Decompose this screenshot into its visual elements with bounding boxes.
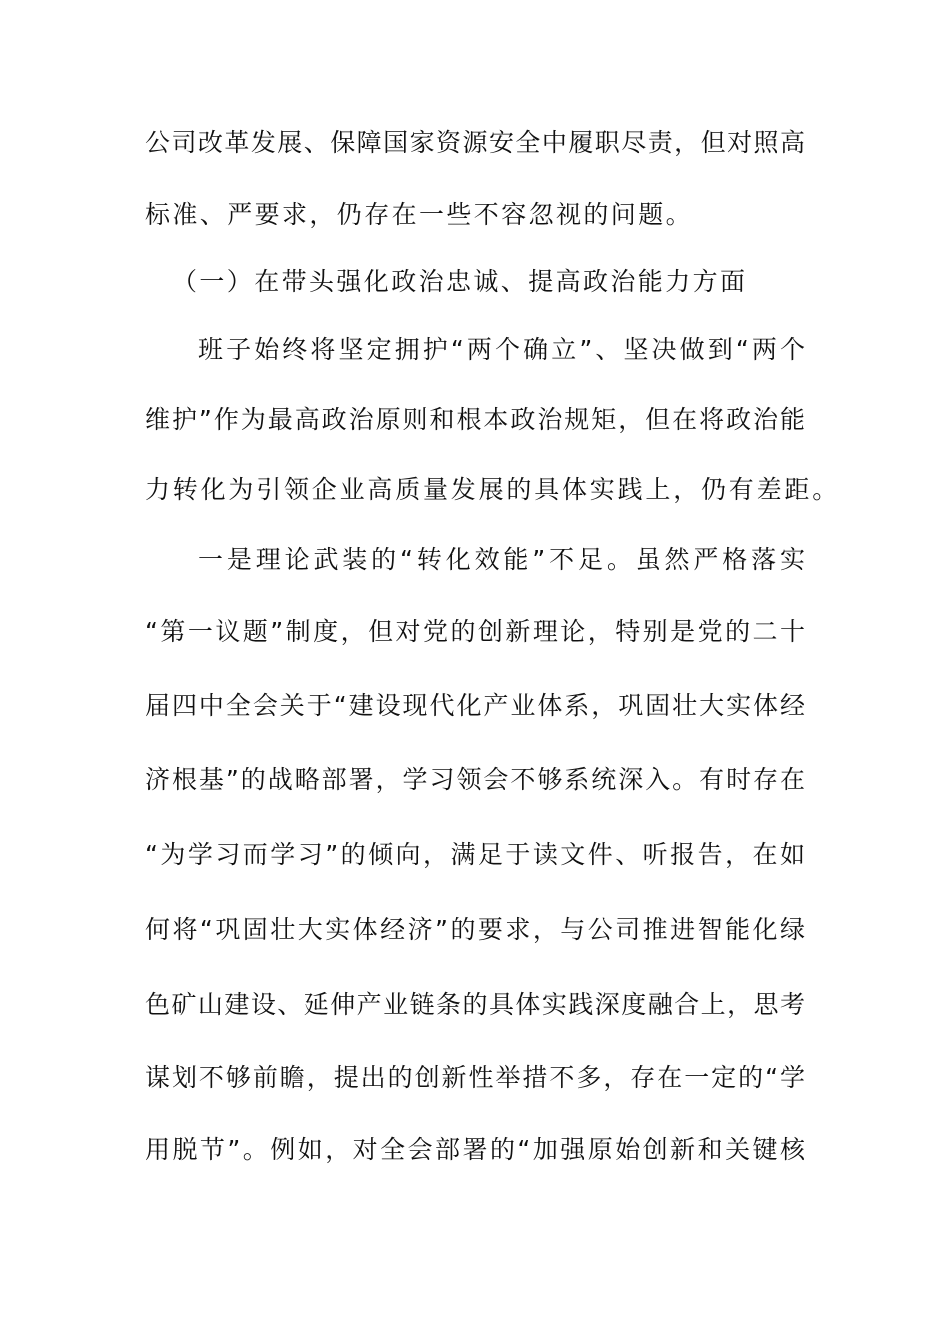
paragraph-line: “第一议题”制度，但对党的创新理论，特别是党的二十 <box>145 617 805 646</box>
paragraph-line: 维护”作为最高政治原则和根本政治规矩，但在将政治能 <box>145 405 805 434</box>
section-heading: （一）在带头强化政治忠诚、提高政治能力方面 <box>172 267 748 296</box>
paragraph-line: 届四中全会关于“建设现代化产业体系，巩固壮大实体经 <box>145 691 805 720</box>
paragraph-line: 用脱节”。例如，对全会部署的“加强原始创新和关键核 <box>145 1135 805 1164</box>
paragraph-line: 力转化为引领企业高质量发展的具体实践上，仍有差距。 <box>145 475 841 504</box>
paragraph-line: 色矿山建设、延伸产业链条的具体实践深度融合上，思考 <box>145 990 805 1019</box>
paragraph-line: 济根基”的战略部署，学习领会不够系统深入。有时存在 <box>145 765 805 794</box>
paragraph-line: 标准、严要求，仍存在一些不容忽视的问题。 <box>145 200 694 229</box>
paragraph-line: 一是理论武装的“转化效能”不足。虽然严格落实 <box>198 545 805 574</box>
paragraph-line: 谋划不够前瞻，提出的创新性举措不多，存在一定的“学 <box>145 1063 805 1092</box>
paragraph-line: “为学习而学习”的倾向，满足于读文件、听报告，在如 <box>145 840 805 869</box>
paragraph-line: 班子始终将坚定拥护“两个确立”、坚决做到“两个 <box>198 335 805 364</box>
paragraph-line: 何将“巩固壮大实体经济”的要求，与公司推进智能化绿 <box>145 915 805 944</box>
paragraph-line: 公司改革发展、保障国家资源安全中履职尽责，但对照高 <box>145 128 805 157</box>
